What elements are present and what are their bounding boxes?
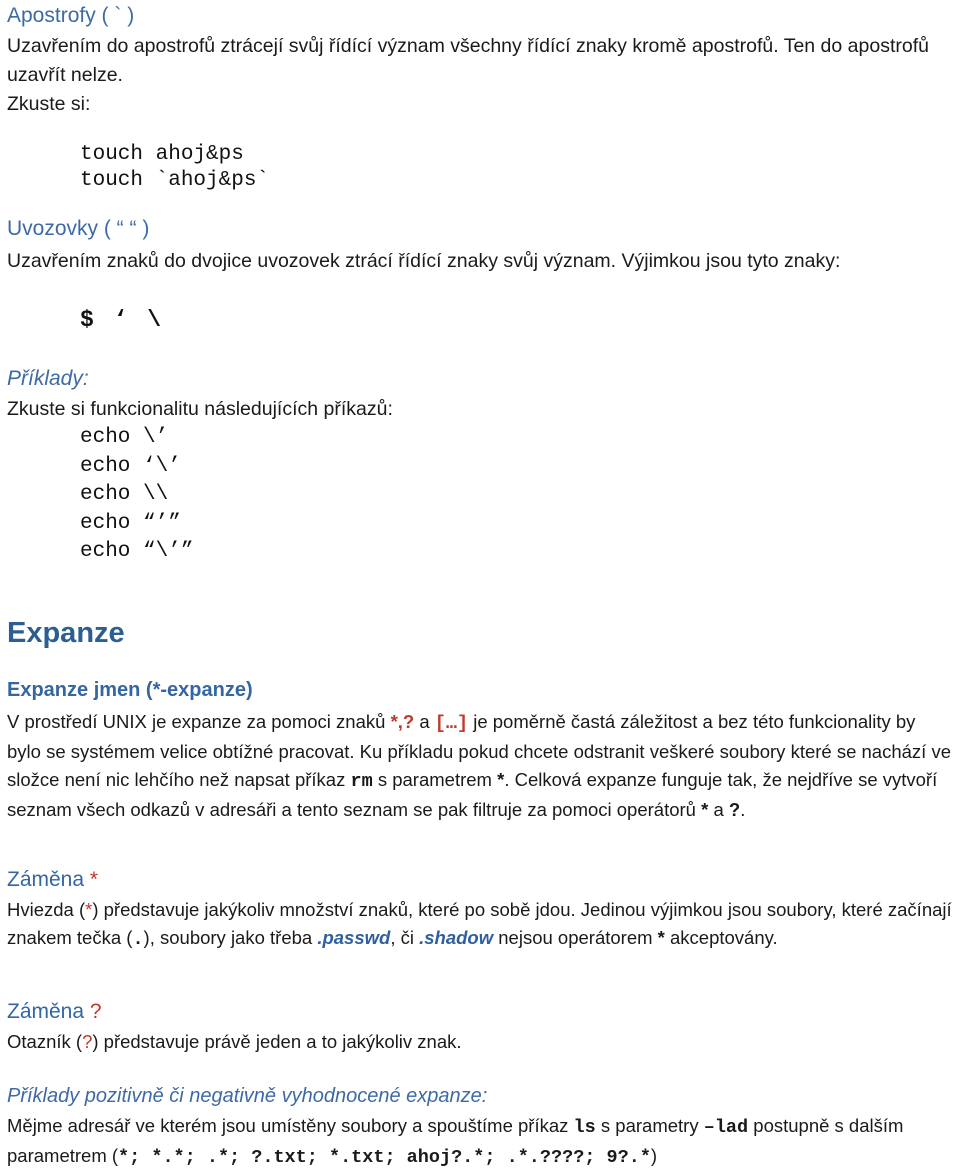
uvozovky-paragraph: Uzavřením znaků do dvojice uvozovek ztrácí řídící znaky svůj význam. Výjimkou jsou tyto znaky:: [7, 250, 841, 272]
example-command: echo \\: [80, 483, 169, 506]
zamena-star-heading: Záměna *: [7, 868, 99, 891]
zamena-q-heading: Záměna ?: [7, 1000, 102, 1023]
zamena-q-paragraph: Otazník (?) představuje právě jeden a to jakýkoliv znak.: [7, 1031, 462, 1052]
special-chars: $ ‘ \: [80, 307, 162, 333]
example-command: echo \’: [80, 426, 169, 449]
zamena-star-paragraph: Hviezda (*) představuje jakýkoliv množství znaků, které po sobě jdou. Jedinou výjimkou jsou soubory, které začínají znakem tečka (.), soubory jako třeba .passwd, či .shadow nejsou operátorem * akceptovány.: [7, 899, 952, 950]
priklady2-paragraph: Mějme adresář ve kterém jsou umístěny soubory a spouštíme příkaz ls s parametry –lad postupně s dalším parametrem (*; *.*; .*; ?.txt; *.txt; ahoj?.*; .*.????; 9?.*): [7, 1115, 904, 1168]
expanze-paragraph: V prostředí UNIX je expanze za pomoci znaků *,? a […] je poměrně častá záležitost a bez této funkcionality by bylo se systémem velice obtížné pracovat. Ku příkladu pokud chcete odstranit veškeré soubory které se nachází ve složce není nic lehčího než napsat příkaz rm s parametrem *. Celková expanze funguje tak, že nejdříve se vytvoří seznam všech odkazů v adresáři a tento seznam se pak filtruje za pomoci operátorů * a ?.: [7, 711, 951, 820]
expanze-title: Expanze: [7, 617, 125, 649]
example-command: echo ‘\’: [80, 455, 181, 478]
priklady-intro: Zkuste si funkcionalitu následujících příkazů:: [7, 398, 393, 420]
priklady-heading: Příklady:: [7, 367, 89, 390]
expanze-jmen-heading: Expanze jmen (*-expanze): [7, 679, 253, 701]
code-touch-2: touch `ahoj&ps`: [80, 169, 270, 192]
example-command: echo “’”: [80, 512, 181, 535]
priklady2-heading: Příklady pozitivně či negativně vyhodnocené expanze:: [7, 1085, 488, 1107]
uvozovky-heading: Uvozovky ( “ “ ): [7, 217, 150, 240]
code-touch-1: touch ahoj&ps: [80, 143, 244, 166]
example-command: echo “\’”: [80, 540, 194, 563]
apostrofy-heading: Apostrofy ( ` ): [7, 4, 135, 27]
apostrofy-paragraph: Uzavřením do apostrofů ztrácejí svůj řídící význam všechny řídící znaky kromě apostrofů. Ten do apostrofů uzavřít nelze.: [7, 35, 929, 86]
apostrofy-try: Zkuste si:: [7, 93, 91, 115]
